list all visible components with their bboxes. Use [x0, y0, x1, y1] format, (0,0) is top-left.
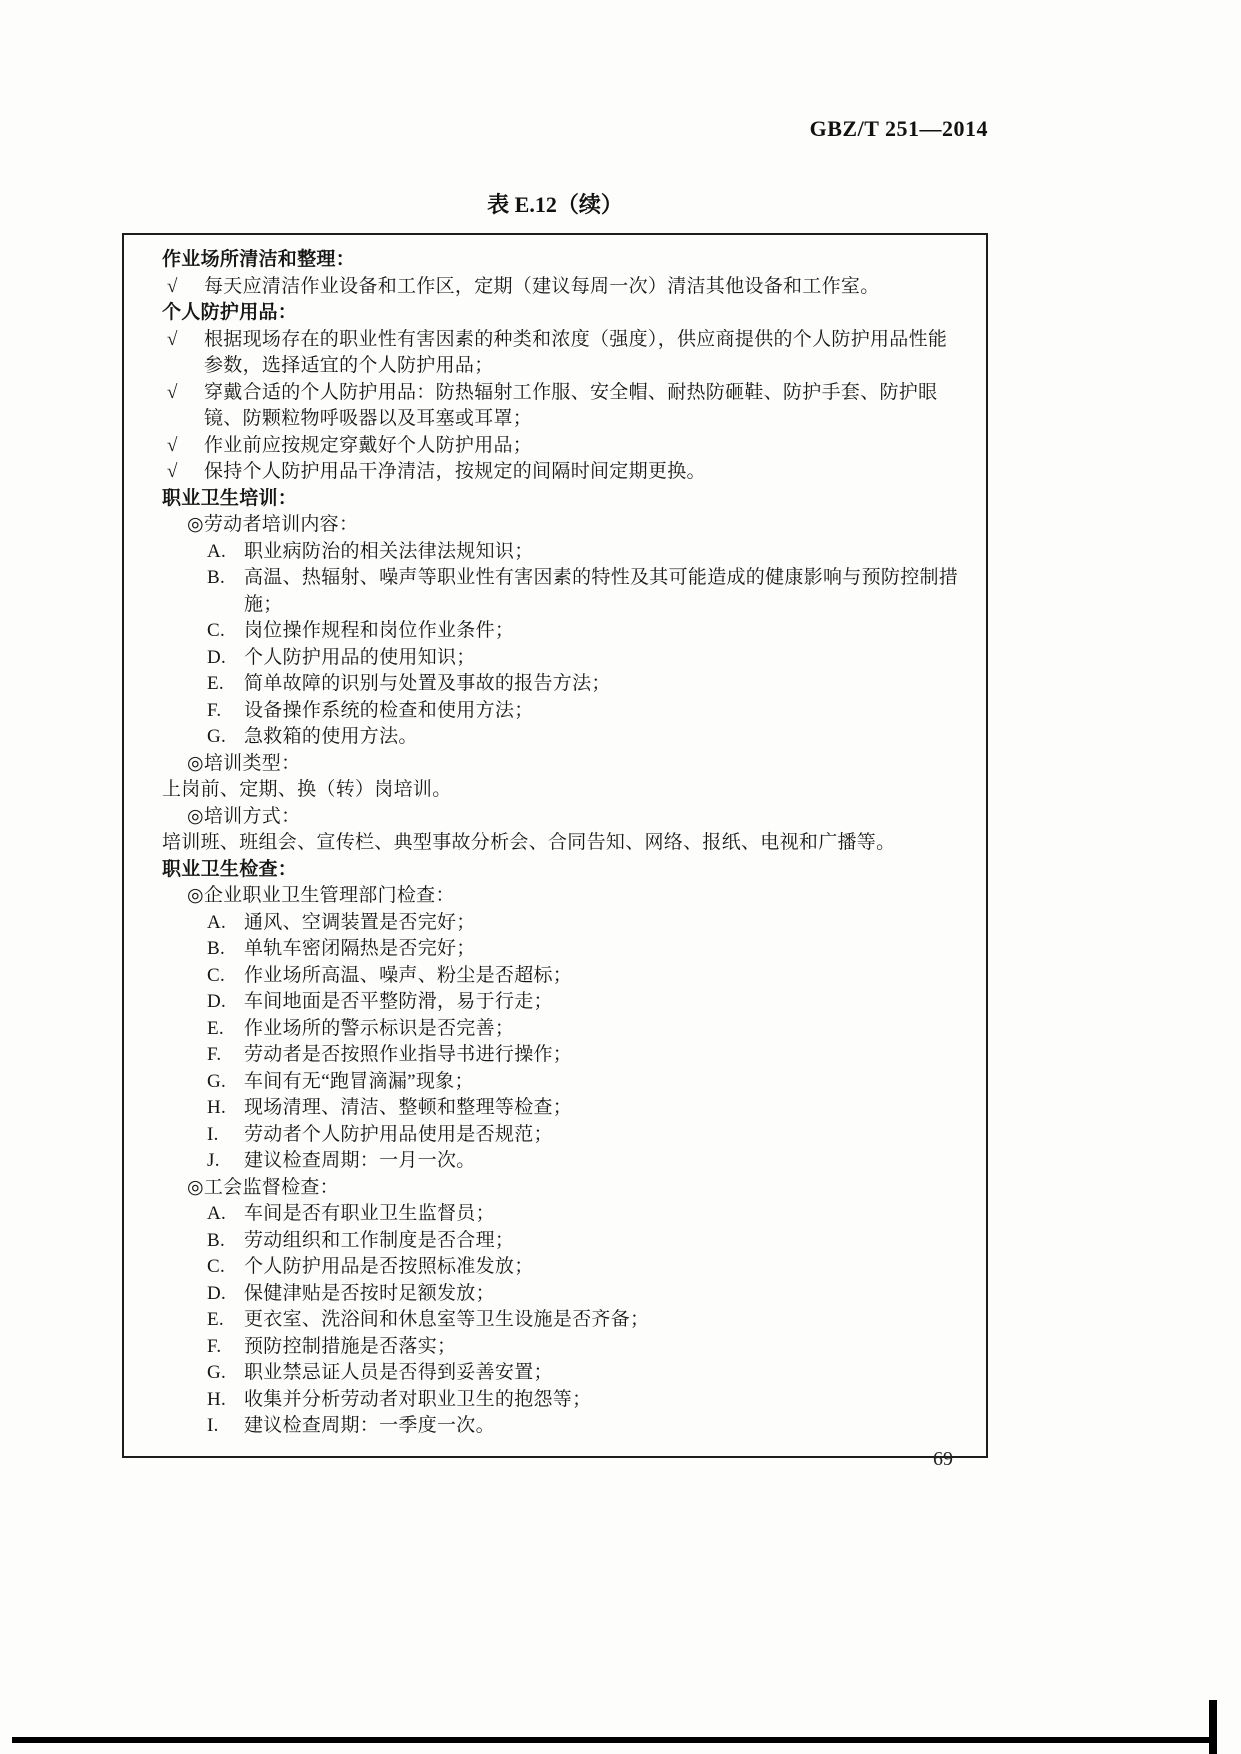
line-check: [162, 327, 966, 380]
line-text: 现场清理、清洁、整顿和整理等检查；: [244, 1097, 573, 1118]
line-text: 岗位操作规程和岗位作业条件；: [244, 620, 515, 641]
line-text: 车间是否有职业卫生监督员；: [244, 1203, 495, 1224]
line-letter: [162, 565, 966, 618]
item-letter: A.: [207, 911, 227, 933]
item-letter: E.: [207, 1309, 224, 1330]
item-letter: D.: [207, 1282, 227, 1304]
item-letter: E.: [207, 1017, 224, 1039]
line-circle: ◎培训类型：: [187, 752, 301, 774]
item-letter: F.: [207, 699, 222, 721]
table-continuation-box: [122, 233, 988, 1458]
item-letter: B.: [207, 938, 226, 959]
item-letter: E.: [207, 673, 224, 694]
line-letter: [162, 1201, 966, 1228]
line-letter: [162, 1334, 966, 1361]
line-letter: [162, 1069, 966, 1096]
line-text: 急救箱的使用方法。: [244, 726, 418, 747]
line-letter: [162, 1307, 966, 1334]
line-text: 保健津贴是否按时足额发放；: [244, 1282, 495, 1304]
line-text: 建议检查周期：一月一次。: [244, 1150, 476, 1171]
check-icon: √: [167, 461, 178, 482]
line-check: [162, 433, 966, 460]
line-text: 建议检查周期：一季度一次。: [244, 1415, 495, 1436]
line-plain: 上岗前、定期、换（转）岗培训。: [162, 779, 452, 800]
line-letter: [162, 724, 966, 751]
line-text: 通风、空调装置是否完好；: [244, 911, 476, 933]
item-letter: D.: [207, 991, 227, 1012]
line-letter: [162, 645, 966, 672]
line-text: 劳动者个人防护用品使用是否规范；: [244, 1123, 553, 1145]
item-letter: H.: [207, 1097, 227, 1118]
line-heading: 个人防护用品：: [162, 302, 298, 323]
scan-artifact-bottom-bar: [12, 1737, 1212, 1743]
line-letter: [162, 1360, 966, 1387]
item-letter: C.: [207, 1256, 226, 1277]
line-text: 简单故障的识别与处置及事故的报告方法；: [244, 673, 611, 694]
line-letter: [162, 1281, 966, 1308]
line-letter: [162, 1228, 966, 1255]
line-heading: 作业场所清洁和整理：: [162, 249, 356, 270]
line-text: 车间有无“跑冒滴漏”现象；: [244, 1070, 474, 1092]
line-check: [162, 459, 966, 486]
line-heading: 职业卫生检查：: [162, 858, 298, 880]
check-icon: √: [167, 328, 178, 350]
line-letter: [162, 910, 966, 937]
line-check: [162, 274, 966, 301]
item-letter: I.: [207, 1123, 219, 1145]
line-text: 作业前应按规定穿戴好个人防护用品；: [204, 434, 533, 456]
line-text: 穿戴合适的个人防护用品：防热辐射工作服、安全帽、耐热防砸鞋、防护手套、防护眼镜、防颗粒物呼吸器以及耳塞或耳罩；: [204, 381, 938, 429]
standard-code-header: GBZ/T 251—2014: [809, 116, 988, 141]
line-letter: [162, 671, 966, 698]
line-text: 作业场所高温、噪声、粉尘是否超标；: [244, 964, 573, 986]
line-text: 个人防护用品是否按照标准发放；: [244, 1256, 534, 1277]
line-text: 设备操作系统的检查和使用方法；: [244, 699, 534, 721]
page-number: 69: [933, 1448, 953, 1470]
line-letter: [162, 1387, 966, 1414]
line-text: 职业病防治的相关法律法规知识；: [244, 540, 534, 562]
line-letter: [162, 1148, 966, 1175]
scan-artifact-corner-mark: [1209, 1700, 1217, 1754]
line-text: 根据现场存在的职业性有害因素的种类和浓度（强度），供应商提供的个人防护用品性能参数，选择适宜的个人防护用品；: [204, 328, 948, 376]
line-circle: ◎企业职业卫生管理部门检查：: [187, 885, 455, 906]
line-text: 劳动组织和工作制度是否合理；: [244, 1229, 515, 1251]
line-plain: 培训班、班组会、宣传栏、典型事故分析会、合同告知、网络、报纸、电视和广播等。: [162, 832, 896, 853]
line-text: 每天应清洁作业设备和工作区，定期（建议每周一次）清洁其他设备和工作室。: [204, 275, 880, 297]
line-text: 车间地面是否平整防滑，易于行走；: [244, 991, 553, 1012]
item-letter: H.: [207, 1388, 227, 1410]
line-text: 收集并分析劳动者对职业卫生的抱怨等；: [244, 1388, 592, 1410]
line-circle: ◎劳动者培训内容：: [187, 514, 359, 535]
line-letter: [162, 618, 966, 645]
item-letter: C.: [207, 620, 226, 641]
line-letter: [162, 1016, 966, 1043]
line-text: 作业场所的警示标识是否完善；: [244, 1017, 515, 1039]
line-letter: [162, 989, 966, 1016]
item-letter: B.: [207, 567, 226, 588]
checklist: [162, 247, 966, 1440]
table-title: 表 E.12（续）: [487, 192, 623, 217]
line-letter: [162, 539, 966, 566]
line-letter: [162, 1042, 966, 1069]
item-letter: A.: [207, 1203, 227, 1224]
line-text: 更衣室、洗浴间和休息室等卫生设施是否齐备；: [244, 1309, 650, 1330]
item-letter: D.: [207, 646, 227, 668]
item-letter: J.: [207, 1150, 220, 1171]
check-icon: √: [167, 275, 178, 297]
line-letter: [162, 963, 966, 990]
line-text: 预防控制措施是否落实；: [244, 1335, 457, 1357]
check-icon: √: [167, 381, 178, 403]
line-text: 职业禁忌证人员是否得到妥善安置；: [244, 1362, 553, 1383]
line-text: 单轨车密闭隔热是否完好；: [244, 938, 476, 959]
line-check: [162, 380, 966, 433]
item-letter: F.: [207, 1335, 222, 1357]
line-letter: [162, 1095, 966, 1122]
item-letter: G.: [207, 726, 227, 747]
item-letter: I.: [207, 1415, 219, 1436]
item-letter: F.: [207, 1044, 222, 1065]
item-letter: C.: [207, 964, 226, 986]
line-letter: [162, 1254, 966, 1281]
line-letter: [162, 698, 966, 725]
item-letter: G.: [207, 1362, 227, 1383]
line-letter: [162, 1413, 966, 1440]
check-icon: √: [167, 434, 178, 456]
line-circle: ◎培训方式：: [187, 805, 301, 827]
line-text: 个人防护用品的使用知识；: [244, 646, 476, 668]
line-letter: [162, 1122, 966, 1149]
item-letter: G.: [207, 1070, 227, 1092]
line-text: 保持个人防护用品干净清洁，按规定的间隔时间定期更换。: [204, 461, 706, 482]
line-heading: 职业卫生培训：: [162, 487, 298, 509]
line-letter: [162, 936, 966, 963]
line-circle: ◎工会监督检查：: [187, 1176, 339, 1198]
item-letter: A.: [207, 540, 227, 562]
item-letter: B.: [207, 1229, 226, 1251]
line-text: 劳动者是否按照作业指导书进行操作；: [244, 1044, 573, 1065]
line-text: 高温、热辐射、噪声等职业性有害因素的特性及其可能造成的健康影响与预防控制措施；: [244, 567, 959, 615]
